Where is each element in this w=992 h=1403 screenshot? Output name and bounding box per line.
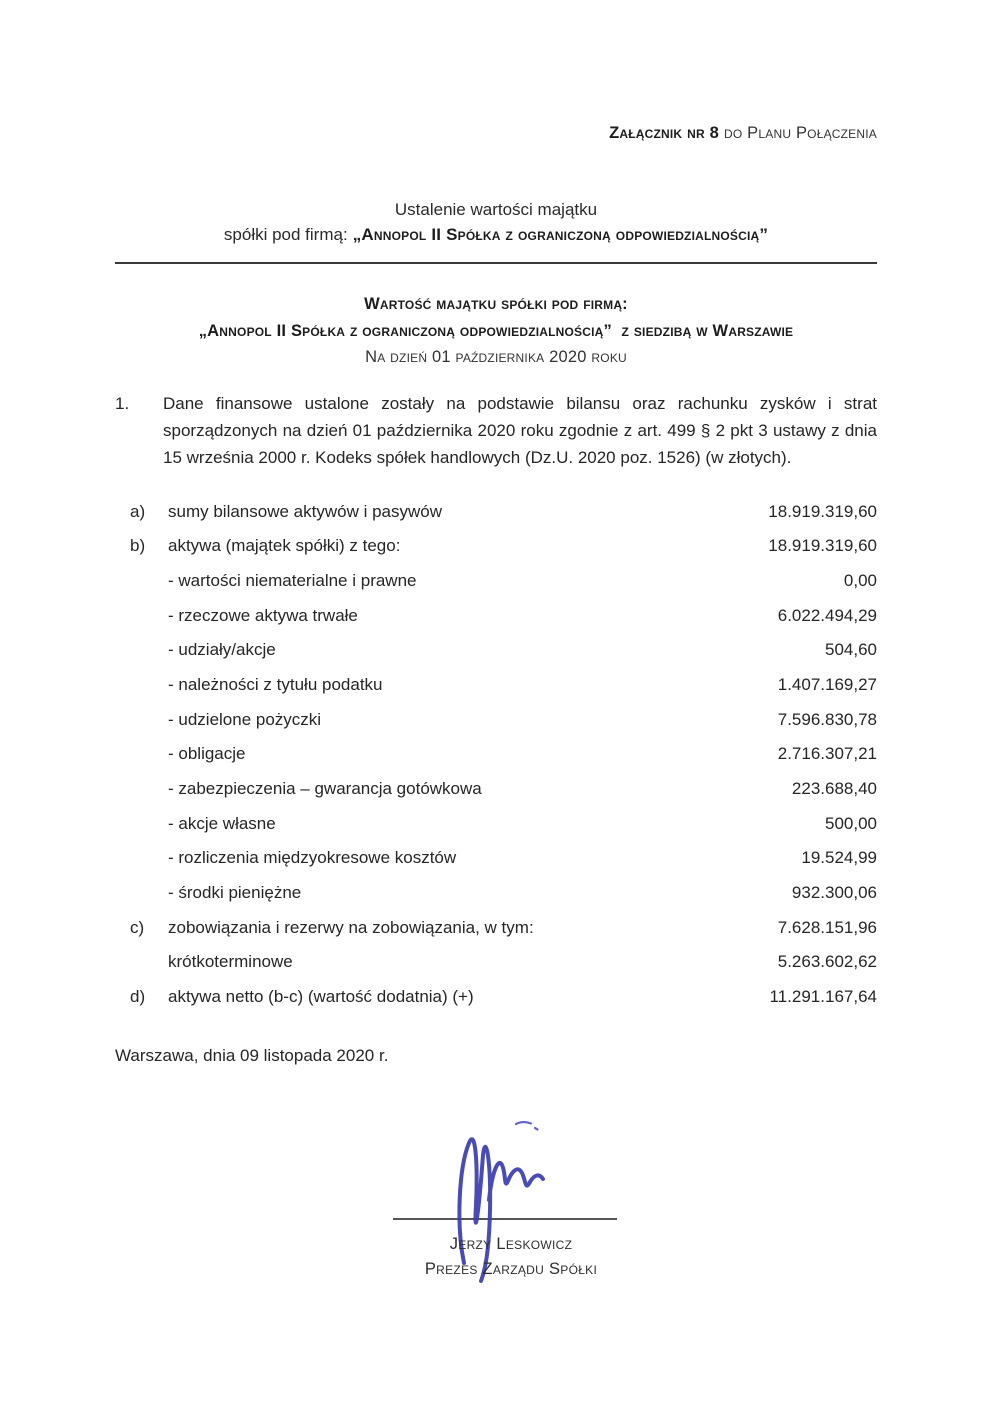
title-line1: Ustalenie wartości majątku <box>394 200 598 219</box>
row-value: 11.291.167,64 <box>769 987 877 1007</box>
annex-header <box>115 124 877 142</box>
row-marker <box>115 605 168 626</box>
asset-table <box>115 501 877 1008</box>
annex-number: Załącznik nr 8 <box>609 124 719 142</box>
row-value: 223.688,40 <box>791 779 877 798</box>
document-title <box>115 197 877 247</box>
row-label: - akcje własne <box>168 813 276 833</box>
pen-mark <box>516 1122 538 1129</box>
row-label: aktywa (majątek spółki) z tego: <box>168 536 401 556</box>
row-value: 7.628.151,96 <box>777 917 877 937</box>
row-marker: d) <box>130 987 146 1007</box>
row-value: 2.716.307,21 <box>777 744 877 764</box>
company-name: „Annopol II Spółka z ograniczoną odpowiedzialnością” <box>352 225 769 244</box>
table-row <box>115 674 877 695</box>
paragraph-number: 1. <box>115 393 130 413</box>
signer-title: Prezes Zarządu Spółki <box>424 1260 598 1278</box>
row-marker <box>115 813 168 834</box>
table-row <box>115 986 877 1007</box>
row-marker <box>115 951 168 972</box>
row-marker <box>115 882 168 903</box>
row-label: krótkoterminowe <box>168 952 293 972</box>
table-row <box>115 501 877 522</box>
row-label: - rzeczowe aktywa trwałe <box>168 605 358 625</box>
row-label: - zabezpieczenia – gwarancja gotówkowa <box>168 779 482 798</box>
row-value: 0,00 <box>843 570 877 590</box>
row-label: - należności z tytułu podatku <box>168 674 383 694</box>
row-label: - obligacje <box>168 744 246 764</box>
signature-block <box>380 1105 642 1295</box>
heading-line1: Wartość majątku spółki pod firmą: <box>364 295 628 313</box>
row-label: - udzielone pożyczki <box>168 709 322 729</box>
row-value: 500,00 <box>825 813 877 833</box>
row-label: aktywa netto (b-c) (wartość dodatnia) (+) <box>168 987 474 1007</box>
heading-line3: Na dzień 01 października 2020 roku <box>365 348 627 366</box>
row-value: 19.524,99 <box>801 848 877 868</box>
table-row <box>115 917 877 938</box>
row-value: 504,60 <box>825 640 877 660</box>
row-marker <box>115 674 168 695</box>
row-value: 1.407.169,27 <box>777 674 877 694</box>
table-row <box>115 639 877 660</box>
row-label: sumy bilansowe aktywów i pasywów <box>168 501 442 521</box>
annex-suffix: do Planu Połączenia <box>723 124 877 142</box>
table-row <box>115 709 877 730</box>
row-label: zobowiązania i rezerwy na zobowiązania, w tym: <box>168 917 534 937</box>
row-value: 6.022.494,29 <box>777 605 877 625</box>
row-marker: b) <box>130 536 146 556</box>
table-row <box>115 813 877 834</box>
title-line2 <box>115 222 877 247</box>
row-marker <box>115 570 168 591</box>
row-marker <box>115 847 168 868</box>
row-marker <box>115 709 168 730</box>
table-row <box>115 743 877 764</box>
row-marker: a) <box>130 501 146 521</box>
row-marker <box>115 639 168 660</box>
row-label: - środki pieniężne <box>168 883 302 903</box>
table-row <box>115 778 877 799</box>
heading-line2: „Annopol II Spółka z ograniczoną odpowiedzialnością” z siedzibą w Warszawie <box>198 321 794 340</box>
table-row <box>115 535 877 556</box>
row-value: 932.300,06 <box>791 883 877 903</box>
table-row <box>115 882 877 903</box>
table-row <box>115 570 877 591</box>
row-marker <box>115 743 168 764</box>
row-marker <box>115 778 168 799</box>
row-label: - rozliczenia międzyokresowe kosztów <box>168 848 457 868</box>
place-date: Warszawa, dnia 09 listopada 2020 r. <box>115 1046 389 1066</box>
paragraph-text: Dane finansowe ustalone zostały na podstawie bilansu oraz rachunku zysków i strat sporządzonych na dzień 01 października 2020 roku zgodnie z art. 499 § 2 pkt 3 ustawy z dnia 15 września 2000 r. Kodeks spółek handlowych (Dz.U. 2020 poz. 1526) (w złotych). <box>163 393 877 467</box>
row-label: - wartości niematerialne i prawne <box>168 570 417 590</box>
row-value: 18.919.319,60 <box>768 536 877 556</box>
section-heading <box>115 291 877 371</box>
row-value: 18.919.319,60 <box>768 501 877 521</box>
intro-paragraph <box>115 390 877 471</box>
signer-name: Jerzy Leskowicz <box>449 1235 573 1253</box>
row-label: - udziały/akcje <box>168 640 276 660</box>
row-marker: c) <box>130 917 145 937</box>
horizontal-rule <box>115 262 877 264</box>
row-value: 5.263.602,62 <box>777 952 877 972</box>
title-line2-prefix: spółki pod firmą: <box>223 225 348 244</box>
table-row <box>115 951 877 972</box>
row-value: 7.596.830,78 <box>777 709 877 729</box>
table-row <box>115 847 877 868</box>
table-row <box>115 605 877 626</box>
